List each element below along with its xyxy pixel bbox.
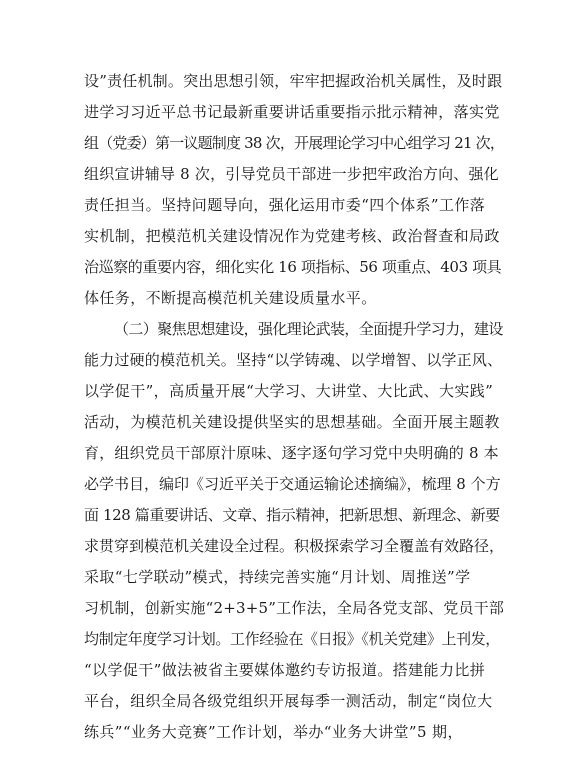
text-line: 练兵”“业务大竞赛”工作计划，举办“业务大讲堂”5 期， — [84, 723, 463, 741]
text-line: 进学习习近平总书记最新重要讲话重要指示批示精神，落实党 — [84, 103, 500, 121]
text-line: 必学书目，编印《习近平关于交通运输论述摘编》，梳理 8 个方 — [84, 475, 501, 493]
text-line: 面 128 篇重要讲话、文章、指示精神，把新思想、新理念、新要 — [84, 506, 500, 524]
text-line: 习机制，创新实施“2+3+5”工作法，全局各党支部、党员干部 — [84, 599, 505, 617]
text-line: 责任担当。坚持问题导向，强化运用市委“四个体系”工作落 — [84, 196, 486, 214]
text-line: 组织宣讲辅导 8 次，引导党员干部进一步把牢政治方向、强化 — [84, 165, 499, 183]
text-line: 体任务，不断提高模范机关建设质量水平。 — [84, 289, 377, 307]
text-line: 以学促干”，高质量开展“大学习、大讲堂、大比武、大实践” — [84, 382, 494, 400]
text-line: 实机制，把模范机关建设情况作为党建考核、政治督查和局政 — [84, 227, 500, 245]
text-line: 能力过硬的模范机关。坚持“以学铸魂、以学增智、以学正风、 — [84, 351, 503, 369]
text-line: 设”责任机制。突出思想引领，牢牢把握政治机关属性，及时跟 — [84, 72, 503, 90]
text-line: 活动，为模范机关建设提供坚实的思想基础。全面开展主题教 — [84, 413, 500, 431]
text-line: 平台，组织全局各级党组织开展每季一测活动，制定“岗位大 — [84, 692, 493, 710]
text-line: “以学促干”做法被省主要媒体邀约专访报道。搭建能力比拼 — [84, 661, 486, 679]
text-line: 治巡察的重要内容，细化实化 16 项指标、56 项重点、403 项具 — [84, 258, 502, 276]
text-line: 育，组织党员干部原汁原味、逐字逐句学习党中央明确的 8 本 — [84, 444, 499, 462]
text-line: 采取“七学联动”模式，持续完善实施“月计划、周推送”学 — [84, 568, 471, 586]
text-line: 求贯穿到模范机关建设全过程。积极探索学习全覆盖有效路径， — [84, 537, 505, 555]
text-line: 组（党委）第一议题制度 38 次，开展理论学习中心组学习 21 次， — [84, 134, 505, 152]
text-line: 均制定年度学习计划。工作经验在《日报》《机关党建》上刊发， — [84, 630, 500, 648]
section-heading-line: （二）聚焦思想建设，强化理论武装，全面提升学习力，建设 — [114, 320, 503, 338]
